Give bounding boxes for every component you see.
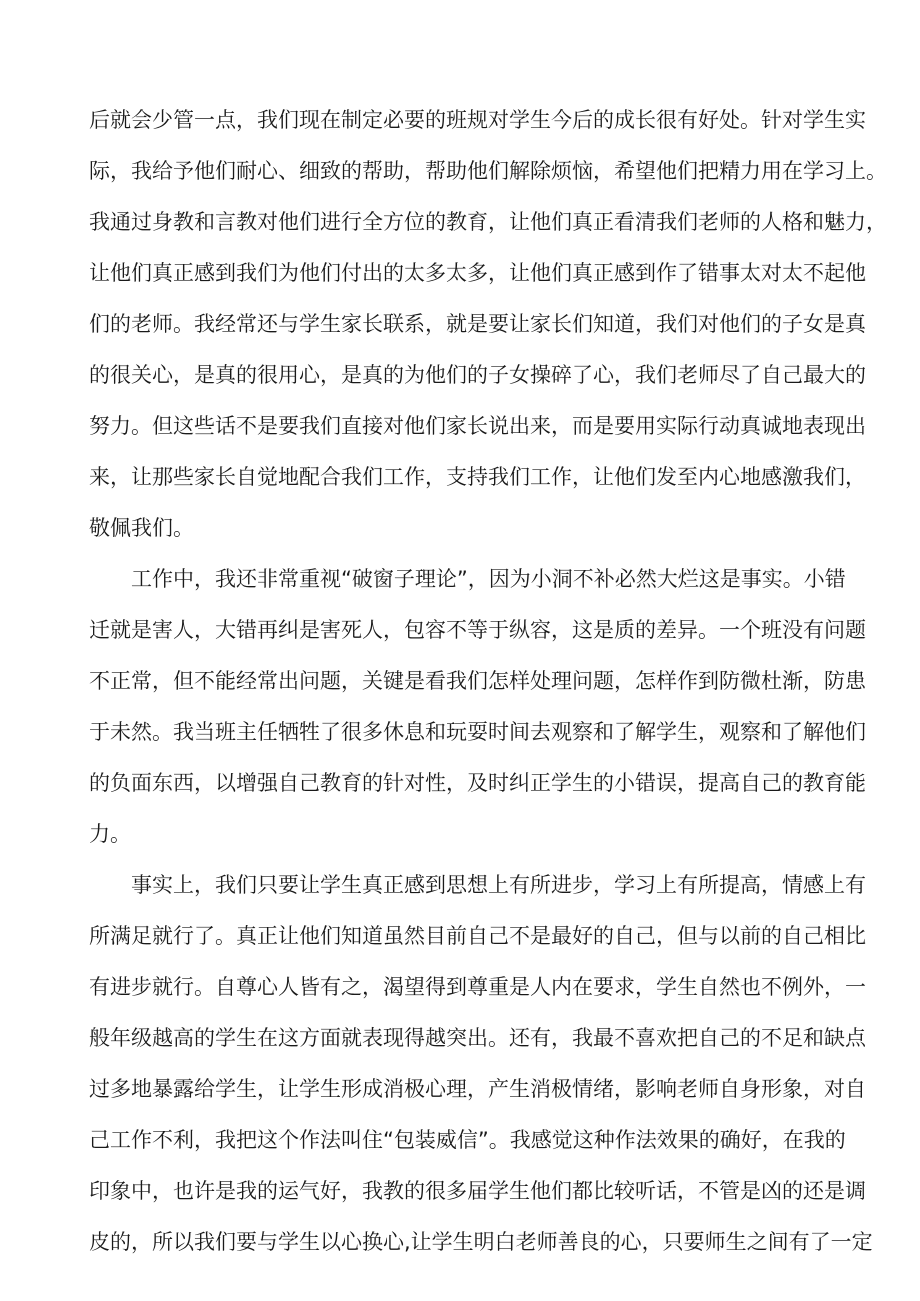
- text-line: 的很关心，是真的很用心，是真的为他们的子女操碎了心，我们老师尽了自己最大的: [89, 363, 866, 387]
- text-line: 般年级越高的学生在这方面就表现得越突出。还有，我最不喜欢把自己的不足和缺点: [89, 1026, 866, 1050]
- text-line: 己工作不利，我把这个作法叫住“包装威信”。我感觉这种作法效果的确好，在我的: [89, 1128, 846, 1152]
- text-line: 皮的，所以我们要与学生以心换心,让学生明白老师善良的心，只要师生之间有了一定: [89, 1230, 873, 1254]
- text-line: 后就会少管一点，我们现在制定必要的班规对学生今后的成长很有好处。针对学生实: [89, 108, 866, 132]
- text-line: 来，让那些家长自觉地配合我们工作，支持我们工作，让他们发至内心地感激我们，: [89, 465, 866, 489]
- text-line: 努力。但这些话不是要我们直接对他们家长说出来，而是要用实际行动真诚地表现出: [89, 414, 866, 438]
- text-line: 迁就是害人，大错再纠是害死人，包容不等于纵容，这是质的差异。一个班没有问题: [89, 618, 866, 642]
- text-line: 让他们真正感到我们为他们付出的太多太多，让他们真正感到作了错事太对太不起他: [89, 261, 866, 285]
- text-line: 印象中，也许是我的运气好，我教的很多届学生他们都比较听话，不管是凶的还是调: [89, 1179, 866, 1203]
- text-line: 际，我给予他们耐心、细致的帮助，帮助他们解除烦恼，希望他们把精力用在学习上。: [89, 159, 887, 183]
- text-line: 过多地暴露给学生，让学生形成消极心理，产生消极情绪，影响老师自身形象，对自: [89, 1077, 866, 1101]
- text-line: 不正常，但不能经常出问题，关键是看我们怎样处理问题，怎样作到防微杜渐，防患: [89, 669, 866, 693]
- text-line: 所满足就行了。真正让他们知道虽然目前自己不是最好的自己，但与以前的自己相比: [89, 924, 866, 948]
- text-line: 敬佩我们。: [89, 516, 194, 540]
- paragraph-first-line: 事实上，我们只要让学生真正感到思想上有所进步，学习上有所提高，情感上有: [131, 873, 866, 897]
- text-line: 我通过身教和言教对他们进行全方位的教育，让他们真正看清我们老师的人格和魅力，: [89, 210, 887, 234]
- paragraph-first-line: 工作中，我还非常重视“破窗子理论”，因为小洞不补必然大烂这是事实。小错: [131, 567, 846, 591]
- text-line: 们的老师。我经常还与学生家长联系，就是要让家长们知道，我们对他们的子女是真: [89, 312, 866, 336]
- text-line: 的负面东西，以增强自己教育的针对性，及时纠正学生的小错误，提高自己的教育能: [89, 771, 866, 795]
- text-line: 有进步就行。自尊心人皆有之，渴望得到尊重是人内在要求，学生自然也不例外，一: [89, 975, 866, 999]
- text-line: 力。: [89, 822, 131, 846]
- text-line: 于未然。我当班主任牺牲了很多休息和玩耍时间去观察和了解学生，观察和了解他们: [89, 720, 866, 744]
